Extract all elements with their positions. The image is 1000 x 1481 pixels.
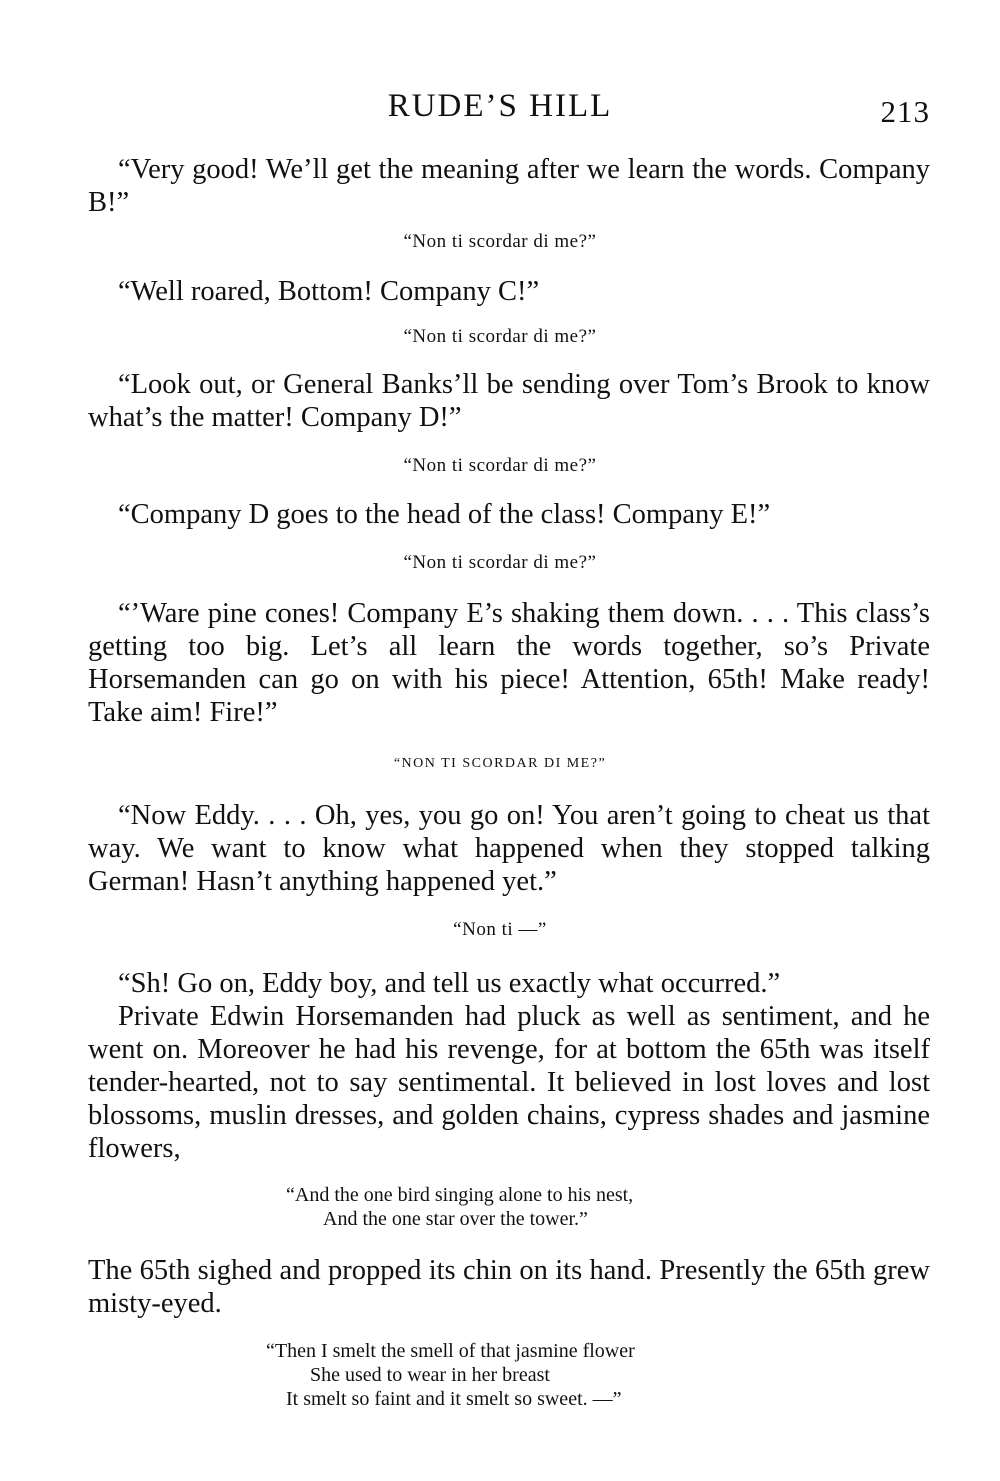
paragraph-5: “’Ware pine cones! Company E’s shaking them down. . . . This class’s getting too big. Let’s all learn the words together, so’s Private Horsemanden can go on with his piece! Attention, 65th! Make ready! Take aim! Fire!” xyxy=(88,598,930,728)
paragraph-1: “Very good! We’ll get the meaning after we learn the words. Company B!” xyxy=(88,154,930,218)
verse-line: “Then I smelt the smell of that jasmine flower xyxy=(266,1340,635,1362)
verse-stanza-2 xyxy=(266,1339,635,1411)
echo-line-2: “Non ti scordar di me?” xyxy=(403,326,597,347)
paragraph-9: The 65th sighed and propped its chin on its hand. Presently the 65th grew misty-eyed. xyxy=(88,1255,930,1319)
echo-line-1: “Non ti scordar di me?” xyxy=(403,231,597,252)
verse-line: And the one star over the tower.” xyxy=(323,1208,588,1230)
verse-line: “And the one bird singing alone to his nest, xyxy=(286,1184,634,1206)
paragraph-3: “Look out, or General Banks’ll be sending over Tom’s Brook to know what’s the matter! Company D!” xyxy=(88,369,930,433)
echo-line-3: “Non ti scordar di me?” xyxy=(403,455,597,476)
paragraph-4: “Company D goes to the head of the class! Company E!” xyxy=(118,499,771,530)
running-head-title: RUDE’S HILL xyxy=(387,88,613,124)
paragraph-7: “Sh! Go on, Eddy boy, and tell us exactly what occurred.” xyxy=(118,968,781,999)
paragraph-8: Private Edwin Horsemanden had pluck as well as sentiment, and he went on. Moreover he had his revenge, for at bottom the 65th was itself tender-hearted, not to say sentimental. It believed in lost loves and lost blossoms, muslin dresses, and golden chains, cypress shades and jasmine flowers, xyxy=(88,1001,930,1164)
paragraph-6: “Now Eddy. . . . Oh, yes, you go on! You aren’t going to cheat us that way. We want to know what happened when they stopped talking German! Hasn’t anything happened yet.” xyxy=(88,800,930,897)
echo-line-5: “NON TI SCORDAR DI ME?” xyxy=(393,756,607,771)
echo-line-4: “Non ti scordar di me?” xyxy=(403,552,597,573)
verse-line: She used to wear in her breast xyxy=(310,1364,550,1386)
verse-line: It smelt so faint and it smelt so sweet. —” xyxy=(286,1388,622,1410)
verse-stanza-1 xyxy=(286,1183,633,1231)
echo-line-6: “Non ti —” xyxy=(453,919,547,940)
paragraph-2: “Well roared, Bottom! Company C!” xyxy=(118,276,540,307)
page-number: 213 xyxy=(880,94,930,129)
